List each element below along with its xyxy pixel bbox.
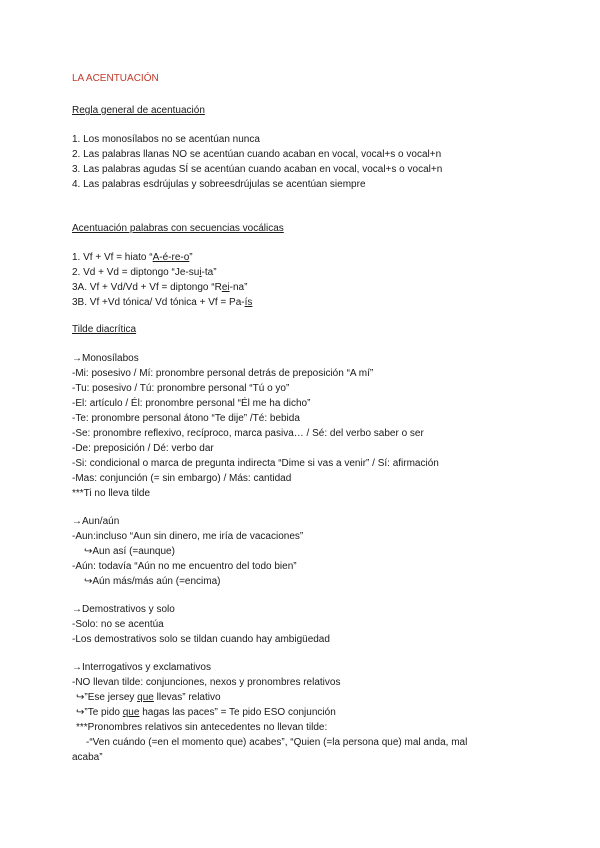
note: ***Pronombres relativos sin antecedentes no llevan tilde:: [76, 722, 328, 733]
list-item: -El: artículo / Él: pronombre personal “Él me ha dicho”: [72, 398, 311, 409]
vowel-rule-item: 1. Vf + Vf = hiato “A-é-re-o”: [72, 252, 193, 263]
list-item: -Los demostrativos solo se tildan cuando hay ambigüedad: [72, 634, 330, 645]
note: ***Ti no lleva tilde: [72, 488, 151, 499]
list-item: -Aún: todavía “Aún no me encuentro del todo bien”: [72, 561, 297, 572]
example-line-continued: acaba”: [72, 752, 103, 763]
subsection-header-interrogatives: →Interrogativos y exclamativos: [72, 662, 211, 673]
list-subitem: ↪Aún más/más aún (=encima): [84, 576, 221, 587]
list-subitem: ↪Aun así (=aunque): [84, 546, 175, 557]
rule-item: 2. Las palabras llanas NO se acentúan cuando acaban en vocal, vocal+s o vocal+n: [72, 149, 442, 160]
list-item: -Te: pronombre personal átono “Te dije” /Té: bebida: [72, 413, 300, 424]
list-item: -Se: pronombre reflexivo, recíproco, marca pasiva… / Sé: del verbo saber o ser: [72, 428, 424, 439]
subsection-header-monosyllables: →Monosílabos: [72, 353, 139, 364]
list-item: -De: preposición / Dé: verbo dar: [72, 443, 214, 454]
section-heading-general-rule: Regla general de acentuación: [72, 105, 205, 116]
vowel-rule-item: 3A. Vf + Vd/Vd + Vf = diptongo “Rei-na”: [72, 282, 248, 293]
vowel-rule-item: 2. Vd + Vd = diptongo “Je-sui-ta”: [72, 267, 217, 278]
vowel-rule-item: 3B. Vf +Vd tónica/ Vd tónica + Vf = Pa-ís: [72, 297, 253, 308]
list-item: -Mas: conjunción (= sin embargo) / Más: cantidad: [72, 473, 292, 484]
subsection-header-demonstratives: →Demostrativos y solo: [72, 604, 175, 615]
list-item: -Mi: posesivo / Mí: pronombre personal detrás de preposición “A mí”: [72, 368, 374, 379]
example-line: ↪”Te pido que hagas las paces” = Te pido ESO conjunción: [76, 707, 336, 718]
subsection-header-aun: →Aun/aún: [72, 516, 120, 527]
rule-item: 1. Los monosílabos no se acentúan nunca: [72, 134, 260, 145]
example-line: ↪”Ese jersey que llevas” relativo: [76, 692, 221, 703]
rule-item: 3. Las palabras agudas SÍ se acentúan cuando acaban en vocal, vocal+s o vocal+n: [72, 164, 443, 175]
example-line: -“Ven cuándo (=en el momento que) acabes”, “Quien (=la persona que) mal anda, mal: [86, 737, 468, 748]
section-heading-vowel-sequences: Acentuación palabras con secuencias vocálicas: [72, 223, 284, 234]
list-item: -NO llevan tilde: conjunciones, nexos y pronombres relativos: [72, 677, 341, 688]
list-item: -Solo: no se acentúa: [72, 619, 164, 630]
list-item: -Aun:incluso “Aun sin dinero, me iría de vacaciones”: [72, 531, 304, 542]
document-title: LA ACENTUACIÓN: [72, 73, 159, 84]
list-item: -Tu: posesivo / Tú: pronombre personal “Tú o yo”: [72, 383, 290, 394]
section-heading-diacritic: Tilde diacrítica: [72, 324, 137, 335]
rule-item: 4. Las palabras esdrújulas y sobreesdrújulas se acentúan siempre: [72, 179, 366, 190]
list-item: -Si: condicional o marca de pregunta indirecta “Dime si vas a venir” / Sí: afirmación: [72, 458, 439, 469]
